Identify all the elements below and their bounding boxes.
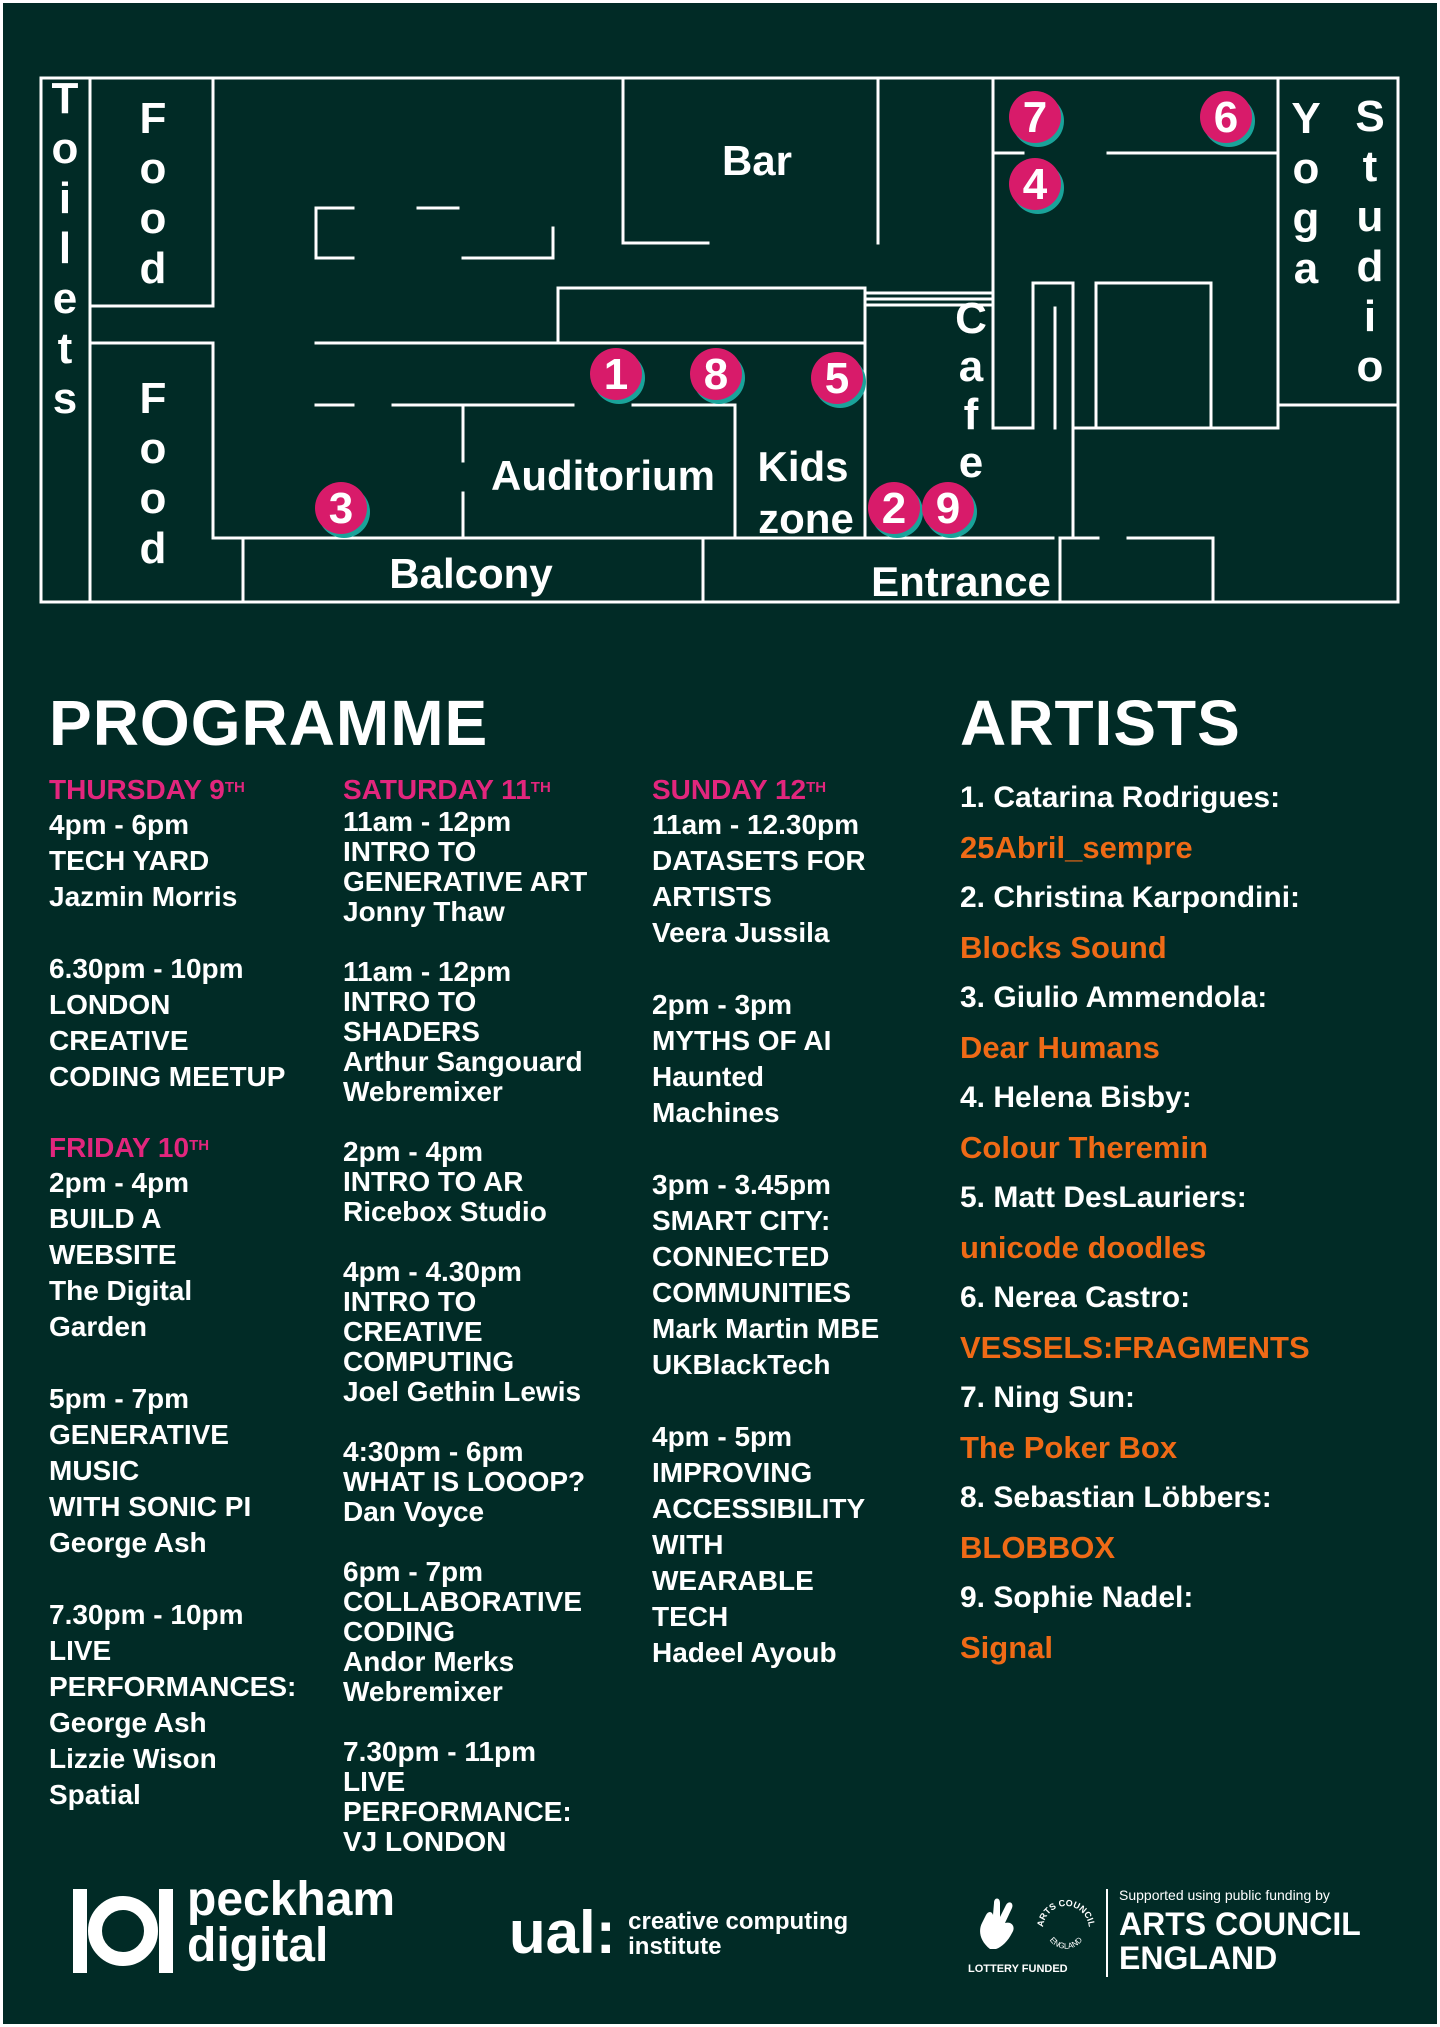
- event-title: INTRO TO: [343, 836, 477, 867]
- programme-event: [343, 1137, 643, 1227]
- event-host: Webremixer: [343, 1676, 503, 1707]
- day-heading-thursday: THURSDAY 9TH: [49, 774, 245, 805]
- programme-event: [49, 951, 349, 1095]
- svg-text:ENGLAND: ENGLAND: [1047, 1935, 1085, 1951]
- artist-work: 25Abril_sempre: [960, 830, 1193, 865]
- artist-work: VESSELS:FRAGMENTS: [960, 1330, 1310, 1365]
- sunday-events: [652, 807, 952, 1671]
- event-title: CREATIVE: [49, 1025, 189, 1056]
- event-host: George Ash: [49, 1707, 207, 1738]
- event-host: Jazmin Morris: [49, 881, 238, 912]
- marker-number: 2: [881, 484, 907, 533]
- room-label-balcony: Balcony: [389, 550, 553, 597]
- marker-number: 7: [1022, 93, 1048, 142]
- digital-text: digital: [187, 1919, 329, 1972]
- event-host: George Ash: [49, 1527, 207, 1558]
- event-title: SMART CITY:: [652, 1205, 831, 1236]
- map-marker-8: [690, 348, 745, 404]
- event-title: CREATIVE: [343, 1316, 483, 1347]
- room-label-toilets: T o i l e t s: [51, 74, 79, 423]
- room-label-cafe: C a f e: [955, 294, 987, 487]
- room-label-kids: Kids: [757, 443, 849, 490]
- event-title: MYTHS OF AI: [652, 1025, 832, 1056]
- artist-name: 8. Sebastian Löbbers:: [960, 1481, 1272, 1514]
- map-marker-6: [1200, 91, 1255, 147]
- event-time: 11am - 12pm: [343, 806, 512, 837]
- event-host: The Digital: [49, 1275, 193, 1306]
- day-heading-friday: FRIDAY 10TH: [49, 1132, 210, 1163]
- event-title: INTRO TO: [343, 1286, 477, 1317]
- programme-heading: PROGRAMME: [49, 687, 489, 759]
- event-host: Garden: [49, 1311, 148, 1342]
- event-time: 5pm - 7pm: [49, 1383, 190, 1414]
- floor-plan-map: [3, 3, 1437, 643]
- event-title: VJ LONDON: [343, 1826, 507, 1857]
- programme-event: [49, 1381, 349, 1561]
- divider: [1106, 1889, 1108, 1977]
- room-label-yoga: Y o g a: [1291, 94, 1321, 293]
- marker-number: 3: [328, 484, 354, 533]
- event-host: Joel Gethin Lewis: [343, 1376, 582, 1407]
- map-marker-4: [1009, 158, 1064, 214]
- day-heading-saturday: SATURDAY 11TH: [343, 774, 551, 805]
- room-label-food-bottom: F o o d: [139, 374, 167, 573]
- arts-council-england-text: [1119, 1907, 1361, 1975]
- event-title: COMMUNITIES: [652, 1277, 852, 1308]
- room-label-bar: Bar: [721, 137, 793, 184]
- event-host: Ricebox Studio: [343, 1196, 547, 1227]
- artist-name: 1. Catarina Rodrigues:: [960, 781, 1281, 814]
- programme-event: [343, 1437, 643, 1527]
- artist-name: 3. Giulio Ammendola:: [960, 981, 1268, 1014]
- event-host: Jonny Thaw: [343, 896, 505, 927]
- artist-name: 5. Matt DesLauriers:: [960, 1181, 1247, 1214]
- event-title: IMPROVING: [652, 1457, 813, 1488]
- peckham-digital-icon: [73, 1881, 173, 1981]
- arts-council-line-1: ARTS COUNCIL: [1119, 1906, 1361, 1942]
- event-title: WHAT IS LOOOP?: [343, 1466, 586, 1497]
- event-title: PERFORMANCES:: [49, 1671, 297, 1702]
- event-title: SHADERS: [343, 1016, 480, 1047]
- event-host: Hadeel Ayoub: [652, 1637, 837, 1668]
- event-title: LIVE: [49, 1635, 112, 1666]
- saturday-events: [343, 807, 643, 1857]
- event-host: Arthur Sangouard: [343, 1046, 583, 1077]
- artist-name: 6. Nerea Castro:: [960, 1281, 1191, 1314]
- event-host: Machines: [652, 1097, 780, 1128]
- event-host: Haunted: [652, 1061, 764, 1092]
- ual-line-2: institute: [628, 1933, 722, 1960]
- marker-number: 9: [935, 484, 961, 533]
- artist-work: Signal: [960, 1630, 1054, 1665]
- column-sunday: [652, 773, 952, 1707]
- lottery-funded-text: LOTTERY FUNDED: [968, 1963, 1068, 1975]
- programme-event: [652, 807, 952, 951]
- map-marker-7: [1009, 91, 1064, 147]
- artists-list: [960, 773, 1420, 1673]
- public-funding-text: Supported using public funding by: [1119, 1887, 1330, 1903]
- event-host: Dan Voyce: [343, 1496, 485, 1527]
- arts-council-logos: [968, 1885, 1398, 1985]
- ual-mark: ual:: [509, 1899, 616, 1966]
- event-title: BUILD A: [49, 1203, 162, 1234]
- event-host: Spatial: [49, 1779, 141, 1810]
- room-label-food-top: F o o d: [139, 94, 167, 293]
- event-title: TECH YARD: [49, 845, 210, 876]
- event-time: 11am - 12pm: [343, 956, 512, 987]
- marker-number: 1: [603, 350, 629, 399]
- marker-number: 4: [1022, 160, 1048, 209]
- marker-number: 5: [824, 354, 850, 403]
- ual-institute-text: [628, 1909, 848, 1959]
- marker-number: 6: [1213, 93, 1239, 142]
- programme-event: [343, 1557, 643, 1707]
- event-host: Webremixer: [343, 1076, 503, 1107]
- event-host: Lizzie Wison: [49, 1743, 217, 1774]
- artist-work: unicode doodles: [960, 1230, 1207, 1265]
- map-marker-9: [922, 482, 977, 538]
- artist-work: The Poker Box: [960, 1430, 1178, 1465]
- artist-work: Dear Humans: [960, 1030, 1160, 1065]
- room-label-auditorium: Auditorium: [491, 452, 715, 499]
- room-label-studio: S t u d i o: [1355, 92, 1385, 391]
- event-title: COMPUTING: [343, 1346, 515, 1377]
- event-time: 6.30pm - 10pm: [49, 953, 244, 984]
- map-marker-2: [868, 482, 923, 538]
- event-host: Andor Merks: [343, 1646, 515, 1677]
- event-title: LONDON: [49, 989, 171, 1020]
- event-time: 4:30pm - 6pm: [343, 1436, 524, 1467]
- event-host: Veera Jussila: [652, 917, 830, 948]
- room-label-entrance: Entrance: [871, 558, 1051, 605]
- programme-event: [49, 1597, 349, 1813]
- programme-event: [652, 1167, 952, 1383]
- event-title: ARTISTS: [652, 881, 772, 912]
- artist-work: BLOBBOX: [960, 1530, 1115, 1565]
- event-time: 2pm - 4pm: [49, 1167, 190, 1198]
- artist-name: 7. Ning Sun:: [960, 1381, 1135, 1414]
- programme-event: [49, 1165, 349, 1345]
- map-marker-3: [315, 482, 370, 538]
- svg-text:ARTS COUNCIL: ARTS COUNCIL: [1035, 1897, 1097, 1928]
- event-time: 3pm - 3.45pm: [652, 1169, 831, 1200]
- artist-name: 9. Sophie Nadel:: [960, 1581, 1194, 1614]
- artist-work: Blocks Sound: [960, 930, 1167, 965]
- column-saturday: [343, 773, 643, 1887]
- event-title: WEBSITE: [49, 1239, 177, 1270]
- event-title: TECH: [652, 1601, 729, 1632]
- programme-event: [49, 807, 349, 915]
- event-time: 4pm - 5pm: [652, 1421, 793, 1452]
- map-marker-1: [590, 348, 645, 404]
- event-time: 11am - 12.30pm: [652, 809, 860, 840]
- programme-event: [343, 807, 643, 927]
- artists-heading: ARTISTS: [960, 687, 1241, 759]
- event-time: 6pm - 7pm: [343, 1556, 484, 1587]
- marker-number: 8: [703, 350, 729, 399]
- event-title: COLLABORATIVE: [343, 1586, 583, 1617]
- event-title: CONNECTED: [652, 1241, 830, 1272]
- event-title: WITH: [652, 1529, 724, 1560]
- floor-plan-walls: [41, 78, 1398, 602]
- programme-event: [343, 957, 643, 1107]
- event-host: Mark Martin MBE: [652, 1313, 880, 1344]
- peckham-text: peckham: [187, 1873, 396, 1926]
- thursday-events: [49, 807, 349, 1095]
- event-title: ACCESSIBILITY: [652, 1493, 866, 1524]
- arts-council-seal-icon: [1031, 1891, 1101, 1961]
- event-title: LIVE: [343, 1766, 406, 1797]
- event-time: 4pm - 4.30pm: [343, 1256, 522, 1287]
- event-title: GENERATIVE: [49, 1419, 229, 1450]
- event-title: WITH SONIC PI: [49, 1491, 252, 1522]
- ual-line-1: creative computing: [628, 1908, 849, 1935]
- event-title: GENERATIVE ART: [343, 866, 588, 897]
- column-thursday-friday: [49, 773, 349, 1849]
- room-label-zone: zone: [758, 495, 854, 542]
- event-title: MUSIC: [49, 1455, 140, 1486]
- crossed-fingers-icon: [972, 1891, 1022, 1953]
- event-host: UKBlackTech: [652, 1349, 831, 1380]
- event-title: INTRO TO: [343, 986, 477, 1017]
- event-time: 4pm - 6pm: [49, 809, 190, 840]
- event-time: 7.30pm - 10pm: [49, 1599, 244, 1630]
- ual-logo: [509, 1899, 849, 1966]
- event-title: CODING MEETUP: [49, 1061, 286, 1092]
- artist-name: 4. Helena Bisby:: [960, 1081, 1192, 1114]
- artist-work: Colour Theremin: [960, 1130, 1209, 1165]
- programme-event: [343, 1257, 643, 1407]
- poster: [3, 3, 1437, 2024]
- event-time: 2pm - 3pm: [652, 989, 793, 1020]
- programme-event: [652, 987, 952, 1131]
- event-title: PERFORMANCE:: [343, 1796, 572, 1827]
- event-title: INTRO TO AR: [343, 1166, 524, 1197]
- programme-event: [652, 1419, 952, 1671]
- event-time: 2pm - 4pm: [343, 1136, 484, 1167]
- event-title: DATASETS FOR: [652, 845, 866, 876]
- arts-council-line-2: ENGLAND: [1119, 1940, 1278, 1976]
- event-title: CODING: [343, 1616, 455, 1647]
- friday-events: [49, 1165, 349, 1813]
- map-marker-5: [811, 352, 866, 408]
- artist-name: 2. Christina Karpondini:: [960, 881, 1301, 914]
- peckham-digital-logo: [73, 1875, 433, 1995]
- programme-event: [343, 1737, 643, 1857]
- event-title: WEARABLE: [652, 1565, 814, 1596]
- event-time: 7.30pm - 11pm: [343, 1736, 536, 1767]
- day-heading-sunday: SUNDAY 12TH: [652, 774, 827, 805]
